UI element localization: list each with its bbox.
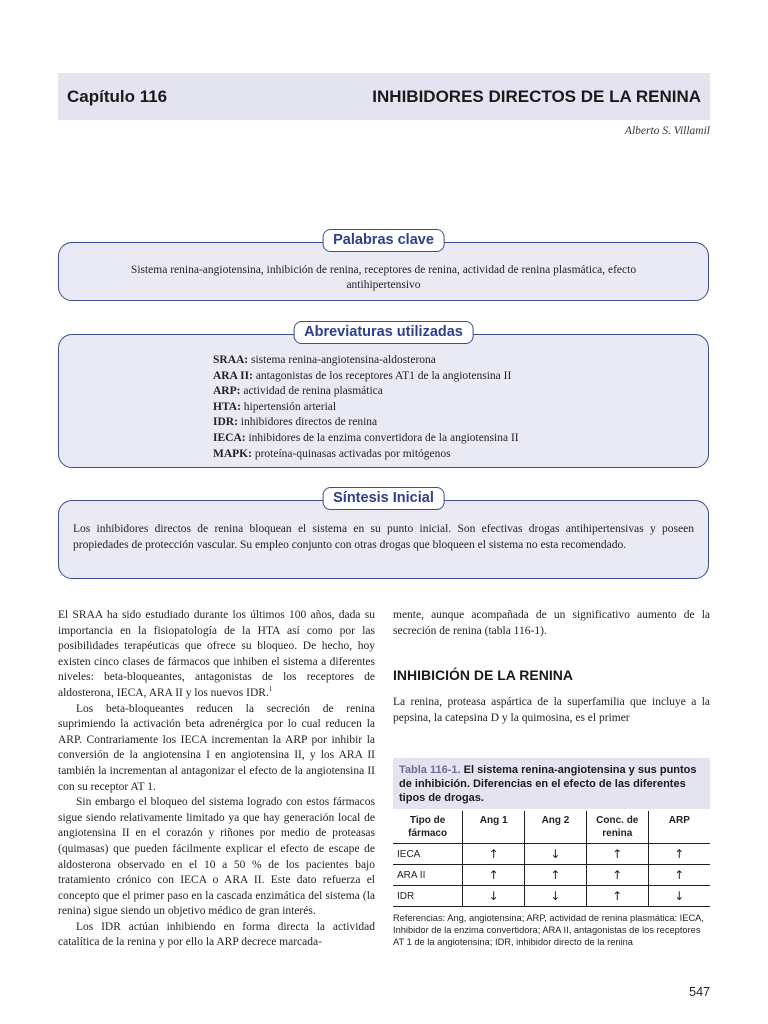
arrow-cell: ↑	[525, 865, 587, 886]
keywords-text: Sistema renina-angiotensina, inhibición de renina, receptores de renina, actividad de renina plasmática, efecto antihipertensivo	[130, 264, 637, 291]
table-116-1	[393, 758, 710, 948]
abbreviation-item: ARP: actividad de renina plasmática	[213, 385, 383, 398]
table-header-row	[393, 811, 710, 844]
chapter-number: Capítulo 116	[67, 87, 168, 106]
abbreviation-item: IDR: inhibidores directos de renina	[213, 416, 378, 429]
paragraph: El SRAA ha sido estudiado durante los últimos 100 años, dada su importancia en la fisiopatología de la HTA así como por las posibilidades terapéuticas que ofrece su bloqueo. De hecho, hoy existen cinco clases de fármacos que inhiben el sistema a diferentes niveles: beta-bloqueantes, antagonistas de los receptores de aldosterona, IECA, ARA II y los nuevos IDR.$^1$	[58, 609, 375, 699]
chapter-header	[58, 73, 710, 120]
arrow-cell: ↓	[525, 844, 587, 865]
data-table	[393, 811, 710, 907]
arrow-cell: ↑	[586, 865, 648, 886]
keywords-label: Palabras clave	[322, 229, 445, 252]
arrow-cell: ↓	[463, 886, 525, 907]
arrow-cell: ↑	[648, 865, 710, 886]
paragraph: Sin embargo el bloqueo del sistema logrado con estos fármacos sigue siendo relativamente limitado ya que hay generación local de angiotensina II en el corazón y riñones por medio de proteasas (quimasas) que pueden fácilmente explicar el efecto de escape de aldosterona observado en el 10 a 50 % de los pacientes bajo tratamiento crónico con IECA o ARA II. Este dato refuerza el concepto que el primer paso en la cascada enzimática del sistema (la renina) sigue siendo un objetivo médico de gran interés.	[58, 796, 375, 918]
section-heading: INHIBICIÓN DE LA RENINA	[393, 667, 573, 683]
abbreviations-box	[58, 324, 709, 468]
paragraph: La renina, proteasa aspártica de la superfamilia que incluye a la pepsina, la catepsina D y la quimosina, es el primer	[393, 696, 710, 724]
arrow-cell: ↑	[463, 865, 525, 886]
arrow-cell: ↓	[525, 886, 587, 907]
abbreviations-label: Abreviaturas utilizadas	[293, 321, 474, 344]
table-header: Ang 2	[525, 811, 587, 844]
left-column	[58, 608, 375, 951]
arrow-cell: ↑	[648, 844, 710, 865]
row-label: IECA	[393, 844, 463, 865]
abbreviations-list	[213, 353, 519, 462]
paragraph: mente, aunque acompañada de un significativo aumento de la secreción de renina (tabla 116-1).	[393, 609, 710, 637]
synthesis-label: Síntesis Inicial	[322, 487, 445, 510]
arrow-cell: ↓	[648, 886, 710, 907]
abbreviation-item: SRAA: sistema renina-angiotensina-aldosterona	[213, 354, 436, 366]
chapter-title: INHIBIDORES DIRECTOS DE LA RENINA	[372, 87, 701, 106]
paragraph: Los IDR actúan inhibiendo en forma directa la actividad catalítica de la renina y por ello la ARP decrece marcada-	[58, 920, 375, 949]
author: Alberto S. Villamil	[624, 125, 710, 137]
abbreviation-item: ARA II: antagonistas de los receptores AT1 de la angiotensina II	[213, 369, 512, 382]
table-header: Conc. de renina	[586, 811, 648, 844]
table-header: Tipo de fármaco	[393, 811, 463, 844]
table-header: ARP	[648, 811, 710, 844]
table-row	[393, 844, 710, 865]
table-row	[393, 886, 710, 907]
synthesis-text: Los inhibidores directos de renina bloquean el sistema en su punto inicial. Son efectivas drogas antihipertensivas y poseen propiedades de protección vascular. Su empleo conjunto con otras drogas que bloqueen el sistema no esta recomendado.	[73, 523, 694, 551]
row-label: IDR	[393, 886, 463, 907]
table-references: Referencias: Ang, angiotensina; ARP, actividad de renina plasmática: IECA, Inhibidor de la enzima convertidora; ARA II, antagonistas de los receptores AT 1 de la angiotensina; IDR, inhibidor directo de la renina	[393, 913, 704, 947]
abbreviation-item: HTA: hipertensión arterial	[213, 400, 337, 413]
abbreviation-item: MAPK: proteína-quinasas activadas por mitógenos	[213, 447, 451, 460]
synthesis-box	[58, 490, 709, 579]
page-number: 547	[689, 985, 710, 999]
keywords-box	[58, 232, 709, 301]
right-column-intro	[393, 608, 710, 639]
table-header: Ang 1	[463, 811, 525, 844]
arrow-cell: ↑	[463, 844, 525, 865]
abbreviation-item: IECA: inhibidores de la enzima convertidora de la angiotensina II	[213, 431, 519, 444]
paragraph: Los beta-bloqueantes reducen la secreción de renina suprimiendo la activación beta adrenérgica por lo cual reducen la ARP. Contrariamente los IECA incrementan la ARP por inhibir la conversión de la angiotensina I en angiotensina II, y los ARA II también la incrementan al antagonizar el efecto de la angiotensina II con su receptor AT 1.	[58, 702, 375, 793]
table-caption: Tabla 116-1. El sistema renina-angiotensina y sus puntos de inhibición. Diferencias en el efecto de las diferentes tipos de drogas.	[393, 758, 710, 809]
arrow-cell: ↑	[586, 886, 648, 907]
table-row	[393, 865, 710, 886]
arrow-cell: ↑	[586, 844, 648, 865]
row-label: ARA II	[393, 865, 463, 886]
